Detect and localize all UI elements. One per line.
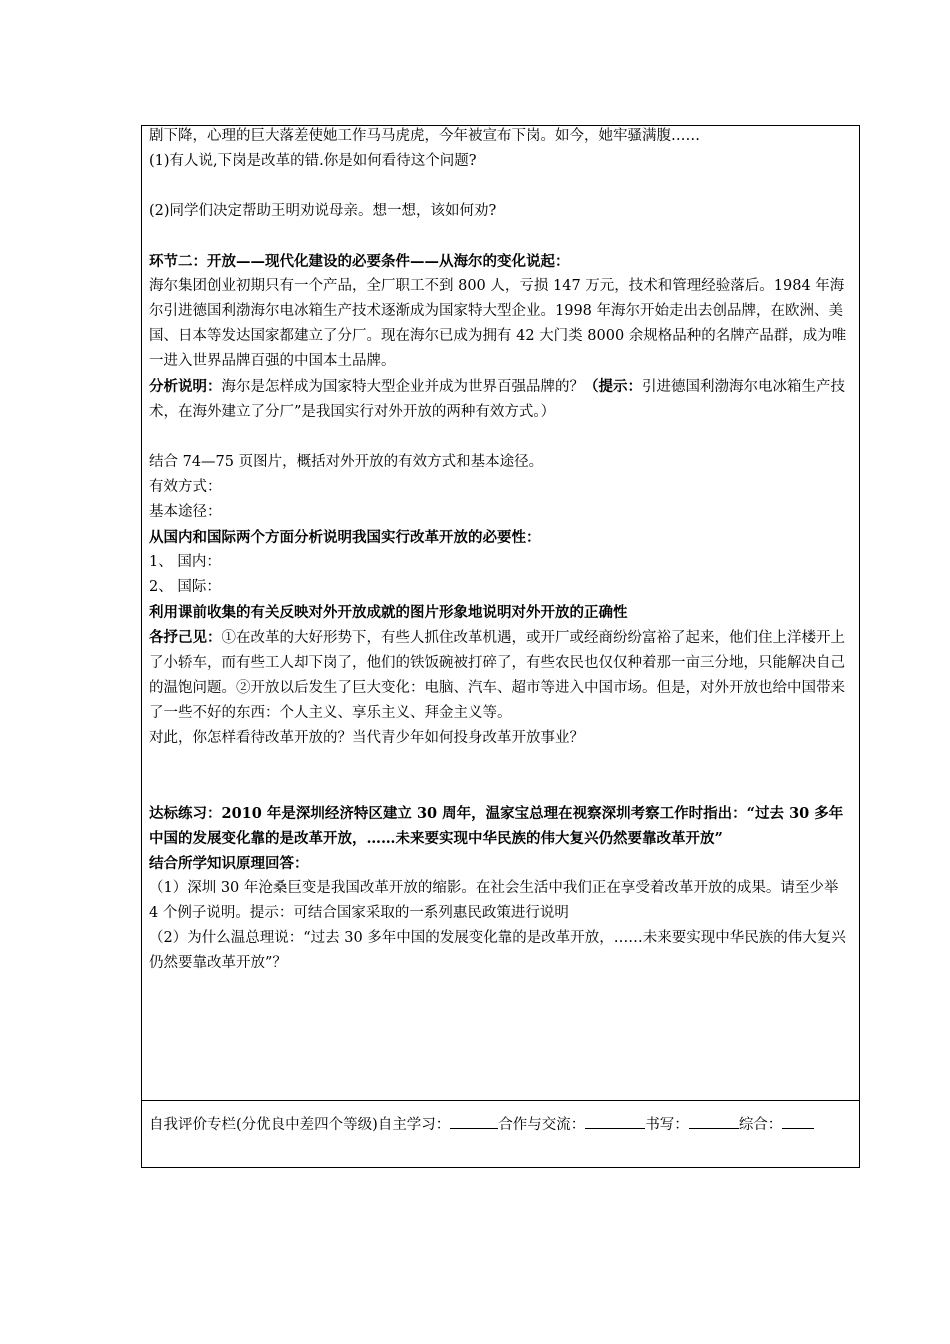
self-evaluation [149,1111,851,1139]
opinions-label: 各抒己见： [149,629,222,646]
coop-blank[interactable] [585,1114,645,1129]
writing-label: 书写： [645,1117,689,1133]
question-2: (2)同学们决定帮助王明劝说母亲。想一想，该如何劝? [149,203,497,219]
basic-paths: 基本途径： [149,504,222,520]
main-content [149,124,851,976]
worksheet-frame [141,125,860,1168]
practice-heading: 达标练习：2010 年是深圳经济特区建立 30 周年，温家宝总理在视察深圳考察工作时指出：“过去 30 多年中国的发展变化靠的是改革开放，……未来要实现中华民族的伟大复兴仍然要靠改革开放” [149,805,844,847]
overall-label: 综合： [738,1117,783,1133]
opinions-text: ①在改革的大好形势下，有些人抓住改革机遇，或开厂或经商纷纷富裕了起来，他们住上洋楼开上了小轿车，而有些工人却下岗了，他们的铁饭碗被打碎了，有些农民也仅仅种着那一亩三分地，只能解决自己的温饱问题。②开放以后发生了巨大变化：电脑、汽车、超市等进入中国市场。但是，对外开放也给中国带来了一些不好的东西：个人主义、享乐主义、拜金主义等。 [149,630,845,721]
hint-text: 引进德国利渤海尔电冰箱生产技术，在海外建立了分厂”是我国实行对外开放的两种有效方式。） [149,379,845,420]
answer-prompt: 结合所学知识原理回答： [149,855,309,872]
opinions-paragraph [149,625,851,726]
analysis-paragraph [149,374,851,425]
pictures-task: 结合 74—75 页图片，概括对外开放的有效方式和基本途径。 [149,454,544,470]
table-divider [142,1100,859,1101]
necessity-heading: 从国内和国际两个方面分析说明我国实行改革开放的必要性： [149,529,541,546]
analysis-question: 海尔是怎样成为国家特大型企业并成为世界百强品牌的？ [221,379,584,395]
effective-ways: 有效方式： [149,479,222,495]
domestic-item: 1、 国内： [149,554,221,570]
writing-blank[interactable] [689,1114,739,1129]
reflection-question: 对此，你怎样看待改革开放的？当代青少年如何投身改革开放事业？ [149,730,584,746]
hint-label: （提示： [584,378,642,395]
coop-label: 合作与交流： [498,1117,586,1133]
pictures-heading: 利用课前收集的有关反映对外开放成就的图片形象地说明对外开放的正确性 [149,604,628,621]
practice-question-1: （1）深圳 30 年沧桑巨变是我国改革开放的缩影。在社会生活中我们正在享受着改革开放的成果。请至少举 4 个例子说明。提示：可结合国家采取的一系列惠民政策进行说明 [149,880,839,921]
self-eval-intro: 自我评价专栏(分优良中差四个等级)自主学习： [149,1117,451,1133]
haier-story: 海尔集团创业初期只有一个产品，全厂职工不到 800 人，亏损 147 万元，技术和管理经验落后。1984 年海尔引进德国利渤海尔电冰箱生产技术逐渐成为国家特大型企业。1998 年海尔开始走出去创品牌，在欧洲、美国、日本等发达国家都建立了分厂。现在海尔已成为拥有 42 大门类 8000 余规格品种的名牌产品群，成为唯一进入世界品牌百强的中国本土品牌。 [149,278,847,369]
international-item: 2、 国际： [149,579,221,595]
intro-continuation: 剧下降，心理的巨大落差使她工作马马虎虎，今年被宣布下岗。如今，她牢骚满腹…… [149,128,700,144]
question-1: (1)有人说,下岗是改革的错.你是如何看待这个问题? [149,153,477,169]
overall-blank[interactable] [782,1114,814,1129]
self-study-blank[interactable] [450,1114,498,1129]
section-2-heading: 环节二：开放——现代化建设的必要条件——从海尔的变化说起： [149,253,570,270]
practice-question-2: （2）为什么温总理说：“过去 30 多年中国的发展变化靠的是改革开放，……未来要实现中华民族的伟大复兴仍然要靠改革开放”？ [149,930,846,971]
analysis-label: 分析说明： [149,378,222,395]
